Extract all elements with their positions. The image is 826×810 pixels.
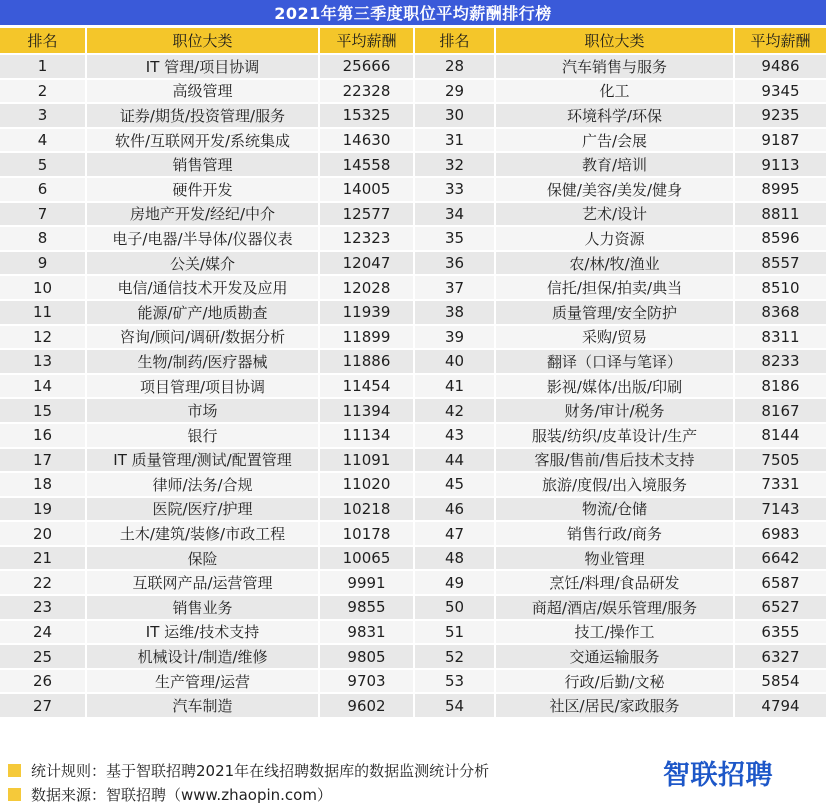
- rank-cell: 44: [415, 449, 494, 472]
- rank-cell: 19: [0, 498, 85, 521]
- rank-cell: 54: [415, 694, 494, 717]
- rank-cell: 17: [0, 449, 85, 472]
- salary-cell: 9805: [320, 645, 413, 668]
- header-rank: 排名: [0, 28, 85, 53]
- category-cell: 销售业务: [87, 596, 318, 619]
- salary-cell: 8186: [735, 375, 826, 398]
- rank-cell: 27: [0, 694, 85, 717]
- rank-cell: 4: [0, 129, 85, 152]
- salary-cell: 6587: [735, 571, 826, 594]
- category-cell: 社区/居民/家政服务: [496, 694, 733, 717]
- salary-cell: 8557: [735, 252, 826, 275]
- category-cell: IT 质量管理/测试/配置管理: [87, 449, 318, 472]
- rank-cell: 39: [415, 326, 494, 349]
- category-cell: 律师/法务/合规: [87, 473, 318, 496]
- category-cell: 环境科学/环保: [496, 104, 733, 127]
- rank-cell: 7: [0, 203, 85, 226]
- rank-cell: 2: [0, 80, 85, 103]
- rank-cell: 6: [0, 178, 85, 201]
- title-bar: [0, 0, 826, 25]
- salary-cell: 7331: [735, 473, 826, 496]
- rank-cell: 3: [0, 104, 85, 127]
- salary-cell: 11899: [320, 326, 413, 349]
- category-cell: 服装/纺织/皮革设计/生产: [496, 424, 733, 447]
- rank-cell: 47: [415, 522, 494, 545]
- rank-cell: 33: [415, 178, 494, 201]
- category-cell: 电信/通信技术开发及应用: [87, 276, 318, 299]
- salary-cell: 7143: [735, 498, 826, 521]
- category-cell: 土木/建筑/装修/市政工程: [87, 522, 318, 545]
- rank-cell: 13: [0, 350, 85, 373]
- salary-cell: 11020: [320, 473, 413, 496]
- category-cell: 农/林/牧/渔业: [496, 252, 733, 275]
- salary-cell: 5854: [735, 670, 826, 693]
- salary-cell: 11939: [320, 301, 413, 324]
- salary-cell: 12323: [320, 227, 413, 250]
- zhaopin-logo: 智联招聘: [663, 760, 773, 791]
- salary-cell: 9855: [320, 596, 413, 619]
- category-cell: 互联网产品/运营管理: [87, 571, 318, 594]
- category-cell: 电子/电器/半导体/仪器仪表: [87, 227, 318, 250]
- salary-cell: 8311: [735, 326, 826, 349]
- category-cell: 信托/担保/拍卖/典当: [496, 276, 733, 299]
- stat-rule-text: 统计规则：基于智联招聘2021年在线招聘数据库的数据监测统计分析: [31, 761, 490, 780]
- rank-cell: 48: [415, 547, 494, 570]
- rank-cell: 29: [415, 80, 494, 103]
- rank-cell: 45: [415, 473, 494, 496]
- category-cell: 财务/审计/税务: [496, 399, 733, 422]
- category-cell: 硬件开发: [87, 178, 318, 201]
- category-cell: 银行: [87, 424, 318, 447]
- category-cell: 销售管理: [87, 153, 318, 176]
- salary-ranking-table: [0, 28, 826, 717]
- salary-cell: 8233: [735, 350, 826, 373]
- salary-cell: 12577: [320, 203, 413, 226]
- rank-cell: 38: [415, 301, 494, 324]
- salary-cell: 11454: [320, 375, 413, 398]
- category-cell: 客服/售前/售后技术支持: [496, 449, 733, 472]
- salary-cell: 6355: [735, 621, 826, 644]
- category-cell: 证券/期货/投资管理/服务: [87, 104, 318, 127]
- salary-cell: 8995: [735, 178, 826, 201]
- salary-cell: 9486: [735, 55, 826, 78]
- salary-cell: 11091: [320, 449, 413, 472]
- salary-cell: 10178: [320, 522, 413, 545]
- category-cell: 行政/后勤/文秘: [496, 670, 733, 693]
- rank-cell: 32: [415, 153, 494, 176]
- salary-cell: 8144: [735, 424, 826, 447]
- header-salary: 平均薪酬: [735, 28, 826, 53]
- salary-cell: 12028: [320, 276, 413, 299]
- category-cell: 商超/酒店/娱乐管理/服务: [496, 596, 733, 619]
- rank-cell: 11: [0, 301, 85, 324]
- category-cell: IT 运维/技术支持: [87, 621, 318, 644]
- category-cell: 房地产开发/经纪/中介: [87, 203, 318, 226]
- rank-cell: 10: [0, 276, 85, 299]
- rank-cell: 18: [0, 473, 85, 496]
- salary-cell: 9113: [735, 153, 826, 176]
- rank-cell: 46: [415, 498, 494, 521]
- category-cell: 人力资源: [496, 227, 733, 250]
- category-cell: 生物/制药/医疗器械: [87, 350, 318, 373]
- category-cell: 公关/媒介: [87, 252, 318, 275]
- category-cell: 医院/医疗/护理: [87, 498, 318, 521]
- category-cell: 保险: [87, 547, 318, 570]
- rank-cell: 42: [415, 399, 494, 422]
- category-cell: 销售行政/商务: [496, 522, 733, 545]
- header-category: 职位大类: [496, 28, 733, 53]
- rank-cell: 53: [415, 670, 494, 693]
- category-cell: 生产管理/运营: [87, 670, 318, 693]
- salary-cell: 9831: [320, 621, 413, 644]
- rank-cell: 26: [0, 670, 85, 693]
- salary-cell: 12047: [320, 252, 413, 275]
- rank-cell: 35: [415, 227, 494, 250]
- salary-cell: 14005: [320, 178, 413, 201]
- salary-cell: 6327: [735, 645, 826, 668]
- category-cell: 市场: [87, 399, 318, 422]
- salary-cell: 25666: [320, 55, 413, 78]
- category-cell: 艺术/设计: [496, 203, 733, 226]
- category-cell: 交通运输服务: [496, 645, 733, 668]
- salary-cell: 14558: [320, 153, 413, 176]
- rank-cell: 8: [0, 227, 85, 250]
- salary-cell: 11394: [320, 399, 413, 422]
- salary-cell: 4794: [735, 694, 826, 717]
- rank-cell: 5: [0, 153, 85, 176]
- salary-cell: 9187: [735, 129, 826, 152]
- category-cell: 机械设计/制造/维修: [87, 645, 318, 668]
- salary-cell: 9602: [320, 694, 413, 717]
- category-cell: 技工/操作工: [496, 621, 733, 644]
- category-cell: 保健/美容/美发/健身: [496, 178, 733, 201]
- category-cell: 汽车销售与服务: [496, 55, 733, 78]
- salary-cell: 6527: [735, 596, 826, 619]
- rank-cell: 43: [415, 424, 494, 447]
- category-cell: 质量管理/安全防护: [496, 301, 733, 324]
- stat-rule-note: [8, 761, 489, 779]
- rank-cell: 40: [415, 350, 494, 373]
- category-cell: 翻译（口译与笔译）: [496, 350, 733, 373]
- square-bullet-icon: [8, 788, 21, 801]
- rank-cell: 36: [415, 252, 494, 275]
- salary-cell: 10065: [320, 547, 413, 570]
- rank-cell: 24: [0, 621, 85, 644]
- rank-cell: 20: [0, 522, 85, 545]
- salary-cell: 15325: [320, 104, 413, 127]
- rank-cell: 41: [415, 375, 494, 398]
- category-cell: 咨询/顾问/调研/数据分析: [87, 326, 318, 349]
- rank-cell: 15: [0, 399, 85, 422]
- rank-cell: 9: [0, 252, 85, 275]
- rank-cell: 49: [415, 571, 494, 594]
- category-cell: 汽车制造: [87, 694, 318, 717]
- salary-cell: 9703: [320, 670, 413, 693]
- header-rank: 排名: [415, 28, 494, 53]
- rank-cell: 25: [0, 645, 85, 668]
- salary-cell: 7505: [735, 449, 826, 472]
- salary-cell: 9345: [735, 80, 826, 103]
- salary-cell: 8510: [735, 276, 826, 299]
- rank-cell: 23: [0, 596, 85, 619]
- category-cell: 能源/矿产/地质勘查: [87, 301, 318, 324]
- rank-cell: 28: [415, 55, 494, 78]
- category-cell: 软件/互联网开发/系统集成: [87, 129, 318, 152]
- square-bullet-icon: [8, 764, 21, 777]
- rank-cell: 34: [415, 203, 494, 226]
- rank-cell: 52: [415, 645, 494, 668]
- salary-cell: 8596: [735, 227, 826, 250]
- data-source-text: 数据来源：智联招聘（www.zhaopin.com）: [31, 785, 332, 804]
- category-cell: 采购/贸易: [496, 326, 733, 349]
- salary-cell: 14630: [320, 129, 413, 152]
- salary-cell: 9991: [320, 571, 413, 594]
- header-category: 职位大类: [87, 28, 318, 53]
- salary-cell: 9235: [735, 104, 826, 127]
- header-salary: 平均薪酬: [320, 28, 413, 53]
- rank-cell: 30: [415, 104, 494, 127]
- salary-cell: 6983: [735, 522, 826, 545]
- page-title: 2021年第三季度职位平均薪酬排行榜: [274, 4, 552, 23]
- rank-cell: 14: [0, 375, 85, 398]
- rank-cell: 50: [415, 596, 494, 619]
- salary-cell: 22328: [320, 80, 413, 103]
- data-source-note: [8, 785, 332, 803]
- category-cell: 物业管理: [496, 547, 733, 570]
- salary-cell: 10218: [320, 498, 413, 521]
- salary-cell: 6642: [735, 547, 826, 570]
- category-cell: 广告/会展: [496, 129, 733, 152]
- salary-cell: 8167: [735, 399, 826, 422]
- rank-cell: 12: [0, 326, 85, 349]
- category-cell: 影视/媒体/出版/印刷: [496, 375, 733, 398]
- category-cell: 教育/培训: [496, 153, 733, 176]
- salary-cell: 8368: [735, 301, 826, 324]
- rank-cell: 37: [415, 276, 494, 299]
- category-cell: 旅游/度假/出入境服务: [496, 473, 733, 496]
- category-cell: 项目管理/项目协调: [87, 375, 318, 398]
- salary-cell: 11886: [320, 350, 413, 373]
- category-cell: IT 管理/项目协调: [87, 55, 318, 78]
- category-cell: 高级管理: [87, 80, 318, 103]
- rank-cell: 51: [415, 621, 494, 644]
- salary-cell: 8811: [735, 203, 826, 226]
- rank-cell: 31: [415, 129, 494, 152]
- rank-cell: 22: [0, 571, 85, 594]
- rank-cell: 16: [0, 424, 85, 447]
- rank-cell: 1: [0, 55, 85, 78]
- category-cell: 烹饪/料理/食品研发: [496, 571, 733, 594]
- rank-cell: 21: [0, 547, 85, 570]
- salary-cell: 11134: [320, 424, 413, 447]
- category-cell: 物流/仓储: [496, 498, 733, 521]
- category-cell: 化工: [496, 80, 733, 103]
